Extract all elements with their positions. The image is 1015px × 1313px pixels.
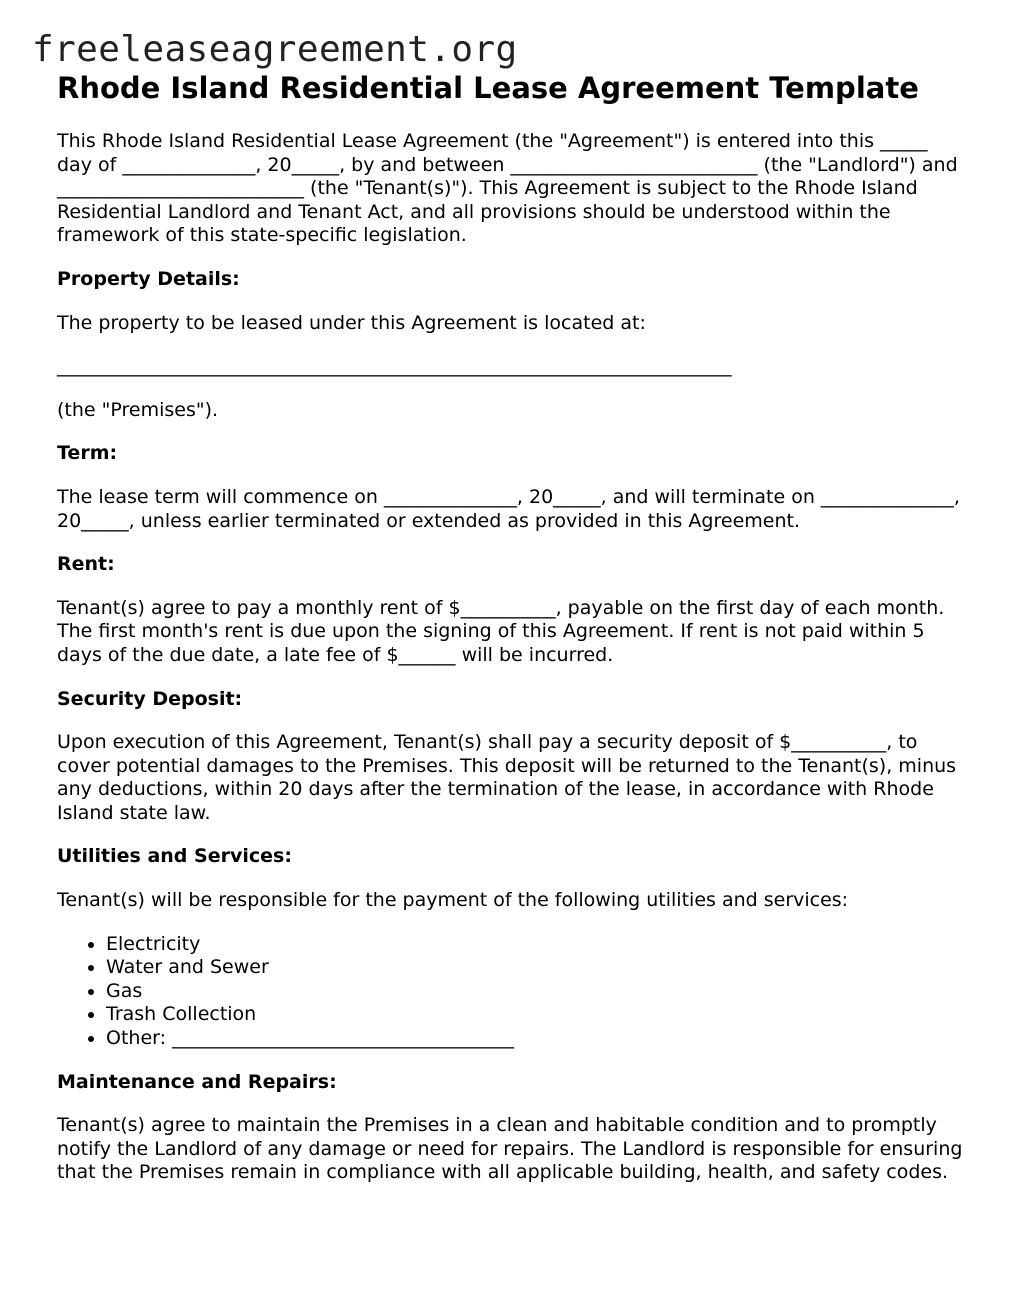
deposit-heading: Security Deposit: [57,687,243,710]
rent-text: Tenant(s) agree to pay a monthly rent of $__________, payable on the first day of each month. The first month's rent is due upon the signing of this Agreement. If rent is not paid within 5 days of the due date, a late fee of $______ will be incurred. [57,596,945,666]
list-item: • Other: ____________________________________ [106,1027,967,1051]
property-heading: Property Details: [57,267,240,290]
list-item: • Electricity [106,933,967,957]
utilities-heading: Utilities and Services: [57,845,292,868]
term-text: The lease term will commence on ______________, 20_____, and will terminate on ______________, 20_____, unless earlier terminated or extended as provided in this Agreement. [57,485,960,532]
property-address-blank: _______________________________________________________________________ [57,355,732,378]
utilities-text: Tenant(s) will be responsible for the payment of the following utilities and services: [57,889,849,912]
property-premises-label: (the "Premises"). [57,398,219,421]
maintenance-heading: Maintenance and Repairs: [57,1070,337,1093]
property-text: The property to be leased under this Agreement is located at: [57,311,646,334]
deposit-text: Upon execution of this Agreement, Tenant(s) shall pay a security deposit of $__________, to cover potential damages to the Premises. This deposit will be returned to the Tenant(s), minus any deductions, within 20 days after the termination of the lease, in accordance with Rhode Island state law. [57,731,957,824]
list-item: • Gas [106,980,967,1004]
site-watermark: freeleaseagreement.org [32,29,518,70]
intro-paragraph: This Rhode Island Residential Lease Agreement (the "Agreement") is entered into this _____ day of ______________, 20_____, by and between __________________________ (the "Landlord") and __________________________ (the "Tenant(s)"). This Agreement is subject to the Rhode Island Residential Landlord and Tenant Act, and all provisions should be understood within the framework of this state-specific legislation. [57,130,958,247]
rent-heading: Rent: [57,553,115,576]
maintenance-text: Tenant(s) agree to maintain the Premises in a clean and habitable condition and to promptly notify the Landlord of any damage or need for repairs. The Landlord is responsible for ensuring that the Premises remain in compliance with all applicable building, health, and safety codes. [57,1114,963,1184]
lease-document [57,70,967,1205]
utilities-list [57,933,967,1051]
list-item: • Trash Collection [106,1003,967,1027]
document-title: Rhode Island Residential Lease Agreement Template [57,71,919,105]
term-heading: Term: [57,442,118,465]
list-item: • Water and Sewer [106,956,967,980]
